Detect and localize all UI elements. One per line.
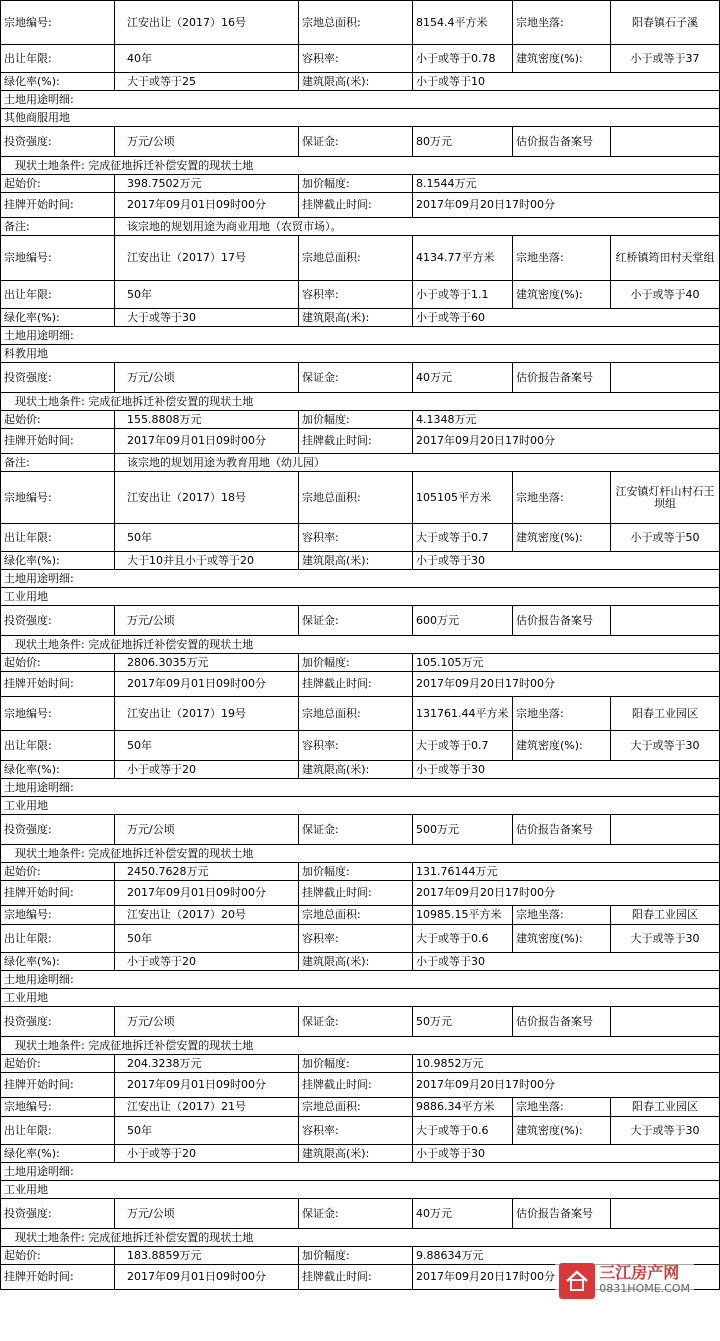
- open-time: 2017年09月01日09时00分: [114, 429, 298, 453]
- increment-label: 加价幅度:: [298, 654, 412, 671]
- code-label: 宗地编号:: [0, 236, 114, 280]
- start-price: 204.3238万元: [114, 1055, 298, 1072]
- height-label: 建筑限高(米):: [298, 953, 412, 970]
- appraisal-label: 估价报告备案号: [512, 1199, 610, 1228]
- row-use: [0, 1181, 720, 1199]
- parcel-code: 江安出让（2017）19号: [114, 697, 298, 730]
- invest-label: 投资强度:: [0, 606, 114, 635]
- start-price: 183.8859万元: [114, 1247, 298, 1264]
- row-use-detail: [0, 570, 720, 588]
- density-label: 建筑密度(%):: [512, 524, 610, 551]
- height-label: 建筑限高(米):: [298, 552, 412, 569]
- row-use: [0, 109, 720, 127]
- far-label: 容积率:: [298, 1117, 412, 1144]
- location-label: 宗地坐落:: [512, 1098, 610, 1116]
- row-invest: [0, 815, 720, 845]
- green-ratio: 小于或等于20: [114, 761, 298, 778]
- land-condition: 现状土地条件: 完成征地拆迁补偿安置的现状土地: [0, 1037, 720, 1054]
- building-density: 小于或等于37: [610, 45, 720, 72]
- use-detail-label: 土地用途明细:: [0, 971, 720, 988]
- close-time-label: 挂牌截止时间:: [298, 1073, 412, 1097]
- land-condition: 现状土地条件: 完成征地拆迁补偿安置的现状土地: [0, 157, 720, 174]
- parcel-area: 131761.44平方米: [412, 697, 512, 730]
- row-times: [0, 1073, 720, 1098]
- appraisal-number: [610, 1199, 720, 1228]
- area-label: 宗地总面积:: [298, 906, 412, 924]
- invest-label: 投资强度:: [0, 127, 114, 156]
- close-time-label: 挂牌截止时间:: [298, 429, 412, 453]
- parcel-location: 阳春镇石子溪: [610, 1, 720, 44]
- height-limit: 小于或等于30: [412, 1145, 720, 1162]
- close-time: 2017年09月20日17时00分: [412, 1265, 720, 1289]
- term-label: 出让年限:: [0, 925, 114, 952]
- area-label: 宗地总面积:: [298, 1, 412, 44]
- close-time-label: 挂牌截止时间:: [298, 672, 412, 696]
- building-density: 大于或等于30: [610, 731, 720, 760]
- row-condition: [0, 636, 720, 654]
- deposit-label: 保证金:: [298, 127, 412, 156]
- row-use: [0, 797, 720, 815]
- row-use: [0, 588, 720, 606]
- row-times: [0, 881, 720, 906]
- start-price-label: 起始价:: [0, 654, 114, 671]
- remark-text: 该宗地的规划用途为商业用地（农贸市场）。: [114, 218, 720, 235]
- height-label: 建筑限高(米):: [298, 73, 412, 90]
- lease-term: 40年: [114, 45, 298, 72]
- row-condition: [0, 1229, 720, 1247]
- row-price: [0, 1055, 720, 1073]
- start-price-label: 起始价:: [0, 411, 114, 428]
- bid-increment: 4.1348万元: [412, 411, 720, 428]
- lease-term: 50年: [114, 731, 298, 760]
- far-label: 容积率:: [298, 45, 412, 72]
- row-times: [0, 193, 720, 218]
- open-time-label: 挂牌开始时间:: [0, 1073, 114, 1097]
- open-time-label: 挂牌开始时间:: [0, 429, 114, 453]
- close-time: 2017年09月20日17时00分: [412, 672, 720, 696]
- parcel-code: 江安出让（2017）17号: [114, 236, 298, 280]
- increment-label: 加价幅度:: [298, 1247, 412, 1264]
- row-use-detail: [0, 971, 720, 989]
- lease-term: 50年: [114, 1117, 298, 1144]
- row-term: [0, 1117, 720, 1145]
- parcel-area: 8154.4平方米: [412, 1, 512, 44]
- area-label: 宗地总面积:: [298, 1098, 412, 1116]
- height-label: 建筑限高(米):: [298, 309, 412, 326]
- invest-label: 投资强度:: [0, 1199, 114, 1228]
- green-ratio: 大于或等于30: [114, 309, 298, 326]
- term-label: 出让年限:: [0, 281, 114, 308]
- appraisal-label: 估价报告备案号: [512, 815, 610, 844]
- deposit-value: 50万元: [412, 1007, 512, 1036]
- parcel-area: 10985.15平方米: [412, 906, 512, 924]
- appraisal-number: [610, 363, 720, 392]
- appraisal-label: 估价报告备案号: [512, 363, 610, 392]
- start-price-label: 起始价:: [0, 1247, 114, 1264]
- height-limit: 小于或等于30: [412, 552, 720, 569]
- land-use: 科教用地: [0, 345, 720, 362]
- close-time: 2017年09月20日17时00分: [412, 1073, 720, 1097]
- density-label: 建筑密度(%):: [512, 45, 610, 72]
- lease-term: 50年: [114, 524, 298, 551]
- floor-area-ratio: 小于或等于1.1: [412, 281, 512, 308]
- floor-area-ratio: 大于或等于0.6: [412, 925, 512, 952]
- code-label: 宗地编号:: [0, 472, 114, 523]
- density-label: 建筑密度(%):: [512, 1117, 610, 1144]
- row-use-detail: [0, 779, 720, 797]
- row-parcel-code: [0, 0, 720, 45]
- open-time: 2017年09月01日09时00分: [114, 193, 298, 217]
- start-price: 2806.3035万元: [114, 654, 298, 671]
- land-use: 工业用地: [0, 989, 720, 1006]
- parcel-location: 江安镇灯杆山村石王坝组: [610, 472, 720, 523]
- watermark-name: 三江房产网: [599, 1263, 680, 1282]
- close-time: 2017年09月20日17时00分: [412, 429, 720, 453]
- open-time: 2017年09月01日09时00分: [114, 672, 298, 696]
- location-label: 宗地坐落:: [512, 472, 610, 523]
- term-label: 出让年限:: [0, 524, 114, 551]
- land-use: 工业用地: [0, 797, 720, 814]
- code-label: 宗地编号:: [0, 697, 114, 730]
- watermark-url: 0831HOME.COM: [599, 1282, 690, 1295]
- start-price: 155.8808万元: [114, 411, 298, 428]
- code-label: 宗地编号:: [0, 906, 114, 924]
- bid-increment: 9.88634万元: [412, 1247, 720, 1264]
- open-time-label: 挂牌开始时间:: [0, 1265, 114, 1289]
- use-detail-label: 土地用途明细:: [0, 327, 720, 344]
- parcel-location: 阳春工业园区: [610, 697, 720, 730]
- invest-intensity: 万元/公顷: [114, 606, 298, 635]
- floor-area-ratio: 大于或等于0.7: [412, 524, 512, 551]
- row-green: [0, 1145, 720, 1163]
- row-use: [0, 345, 720, 363]
- appraisal-number: [610, 606, 720, 635]
- use-detail-label: 土地用途明细:: [0, 570, 720, 587]
- row-green: [0, 953, 720, 971]
- row-use: [0, 989, 720, 1007]
- term-label: 出让年限:: [0, 731, 114, 760]
- parcel-area: 105105平方米: [412, 472, 512, 523]
- floor-area-ratio: 大于或等于0.6: [412, 1117, 512, 1144]
- land-condition: 现状土地条件: 完成征地拆迁补偿安置的现状土地: [0, 1229, 720, 1246]
- green-label: 绿化率(%):: [0, 761, 114, 778]
- row-use-detail: [0, 91, 720, 109]
- area-label: 宗地总面积:: [298, 697, 412, 730]
- open-time-label: 挂牌开始时间:: [0, 193, 114, 217]
- height-limit: 小于或等于30: [412, 953, 720, 970]
- row-times: [0, 429, 720, 454]
- term-label: 出让年限:: [0, 45, 114, 72]
- close-time: 2017年09月20日17时00分: [412, 881, 720, 905]
- location-label: 宗地坐落:: [512, 906, 610, 924]
- height-limit: 小于或等于60: [412, 309, 720, 326]
- height-limit: 小于或等于30: [412, 761, 720, 778]
- close-time-label: 挂牌截止时间:: [298, 881, 412, 905]
- open-time-label: 挂牌开始时间:: [0, 881, 114, 905]
- appraisal-number: [610, 815, 720, 844]
- far-label: 容积率:: [298, 524, 412, 551]
- location-label: 宗地坐落:: [512, 1, 610, 44]
- row-parcel-code: [0, 236, 720, 281]
- appraisal-label: 估价报告备案号: [512, 606, 610, 635]
- row-condition: [0, 1037, 720, 1055]
- open-time: 2017年09月01日09时00分: [114, 1265, 298, 1289]
- deposit-value: 600万元: [412, 606, 512, 635]
- parcel-code: 江安出让（2017）20号: [114, 906, 298, 924]
- row-invest: [0, 1007, 720, 1037]
- row-term: [0, 281, 720, 309]
- row-invest: [0, 363, 720, 393]
- row-term: [0, 731, 720, 761]
- row-condition: [0, 393, 720, 411]
- deposit-value: 80万元: [412, 127, 512, 156]
- invest-intensity: 万元/公顷: [114, 127, 298, 156]
- deposit-value: 40万元: [412, 1199, 512, 1228]
- building-density: 大于或等于30: [610, 1117, 720, 1144]
- open-time: 2017年09月01日09时00分: [114, 881, 298, 905]
- row-invest: [0, 127, 720, 157]
- row-price: [0, 654, 720, 672]
- bid-increment: 105.105万元: [412, 654, 720, 671]
- land-use: 其他商服用地: [0, 109, 720, 126]
- height-label: 建筑限高(米):: [298, 1145, 412, 1162]
- close-time-label: 挂牌截止时间:: [298, 1265, 412, 1289]
- green-label: 绿化率(%):: [0, 309, 114, 326]
- green-ratio: 大于或等于25: [114, 73, 298, 90]
- remark-label: 备注:: [0, 454, 114, 471]
- use-detail-label: 土地用途明细:: [0, 91, 720, 108]
- deposit-label: 保证金:: [298, 363, 412, 392]
- parcel-code: 江安出让（2017）21号: [114, 1098, 298, 1116]
- close-time: 2017年09月20日17时00分: [412, 193, 720, 217]
- row-parcel-code: [0, 1098, 720, 1117]
- density-label: 建筑密度(%):: [512, 281, 610, 308]
- parcel-area: 4134.77平方米: [412, 236, 512, 280]
- term-label: 出让年限:: [0, 1117, 114, 1144]
- invest-label: 投资强度:: [0, 1007, 114, 1036]
- code-label: 宗地编号:: [0, 1, 114, 44]
- row-invest: [0, 1199, 720, 1229]
- invest-label: 投资强度:: [0, 363, 114, 392]
- start-price: 2450.7628万元: [114, 863, 298, 880]
- invest-label: 投资强度:: [0, 815, 114, 844]
- density-label: 建筑密度(%):: [512, 731, 610, 760]
- invest-intensity: 万元/公顷: [114, 363, 298, 392]
- land-condition: 现状土地条件: 完成征地拆迁补偿安置的现状土地: [0, 845, 720, 862]
- building-density: 小于或等于40: [610, 281, 720, 308]
- lease-term: 50年: [114, 925, 298, 952]
- land-use: 工业用地: [0, 588, 720, 605]
- open-time: 2017年09月01日09时00分: [114, 1073, 298, 1097]
- building-density: 小于或等于50: [610, 524, 720, 551]
- parcel-code: 江安出让（2017）18号: [114, 472, 298, 523]
- invest-intensity: 万元/公顷: [114, 1007, 298, 1036]
- height-label: 建筑限高(米):: [298, 761, 412, 778]
- land-use: 工业用地: [0, 1181, 720, 1198]
- green-label: 绿化率(%):: [0, 1145, 114, 1162]
- row-term: [0, 925, 720, 953]
- row-term: [0, 524, 720, 552]
- row-green: [0, 552, 720, 570]
- row-parcel-code: [0, 472, 720, 524]
- row-price: [0, 411, 720, 429]
- green-label: 绿化率(%):: [0, 552, 114, 569]
- remark-label: 备注:: [0, 218, 114, 235]
- invest-intensity: 万元/公顷: [114, 1199, 298, 1228]
- close-time-label: 挂牌截止时间:: [298, 193, 412, 217]
- row-remark: [0, 218, 720, 236]
- use-detail-label: 土地用途明细:: [0, 1163, 720, 1180]
- deposit-value: 500万元: [412, 815, 512, 844]
- deposit-label: 保证金:: [298, 815, 412, 844]
- far-label: 容积率:: [298, 925, 412, 952]
- density-label: 建筑密度(%):: [512, 925, 610, 952]
- deposit-label: 保证金:: [298, 606, 412, 635]
- row-invest: [0, 606, 720, 636]
- green-label: 绿化率(%):: [0, 73, 114, 90]
- parcel-area: 9886.34平方米: [412, 1098, 512, 1116]
- start-price: 398.7502万元: [114, 175, 298, 192]
- area-label: 宗地总面积:: [298, 236, 412, 280]
- appraisal-number: [610, 1007, 720, 1036]
- watermark: [555, 1261, 694, 1301]
- green-ratio: 小于或等于20: [114, 1145, 298, 1162]
- row-condition: [0, 845, 720, 863]
- row-price: [0, 175, 720, 193]
- row-condition: [0, 157, 720, 175]
- row-term: [0, 45, 720, 73]
- location-label: 宗地坐落:: [512, 697, 610, 730]
- row-use-detail: [0, 1163, 720, 1181]
- parcel-location: 阳春工业园区: [610, 906, 720, 924]
- land-condition: 现状土地条件: 完成征地拆迁补偿安置的现状土地: [0, 636, 720, 653]
- start-price-label: 起始价:: [0, 1055, 114, 1072]
- area-label: 宗地总面积:: [298, 472, 412, 523]
- row-remark: [0, 454, 720, 472]
- parcel-code: 江安出让（2017）16号: [114, 1, 298, 44]
- use-detail-label: 土地用途明细:: [0, 779, 720, 796]
- floor-area-ratio: 小于或等于0.78: [412, 45, 512, 72]
- row-use-detail: [0, 327, 720, 345]
- open-time-label: 挂牌开始时间:: [0, 672, 114, 696]
- green-ratio: 大于10并且小于或等于20: [114, 552, 298, 569]
- floor-area-ratio: 大于或等于0.7: [412, 731, 512, 760]
- invest-intensity: 万元/公顷: [114, 815, 298, 844]
- row-times: [0, 672, 720, 697]
- building-density: 大于或等于30: [610, 925, 720, 952]
- row-green: [0, 73, 720, 91]
- appraisal-label: 估价报告备案号: [512, 1007, 610, 1036]
- appraisal-label: 估价报告备案号: [512, 127, 610, 156]
- green-label: 绿化率(%):: [0, 953, 114, 970]
- row-green: [0, 309, 720, 327]
- start-price-label: 起始价:: [0, 175, 114, 192]
- parcel-location: 阳春工业园区: [610, 1098, 720, 1116]
- green-ratio: 小于或等于20: [114, 953, 298, 970]
- row-green: [0, 761, 720, 779]
- far-label: 容积率:: [298, 281, 412, 308]
- far-label: 容积率:: [298, 731, 412, 760]
- start-price-label: 起始价:: [0, 863, 114, 880]
- row-price: [0, 863, 720, 881]
- house-logo-icon: [559, 1263, 595, 1299]
- deposit-label: 保证金:: [298, 1007, 412, 1036]
- bid-increment: 8.1544万元: [412, 175, 720, 192]
- location-label: 宗地坐落:: [512, 236, 610, 280]
- height-limit: 小于或等于10: [412, 73, 720, 90]
- deposit-label: 保证金:: [298, 1199, 412, 1228]
- appraisal-number: [610, 127, 720, 156]
- bid-increment: 10.9852万元: [412, 1055, 720, 1072]
- increment-label: 加价幅度:: [298, 175, 412, 192]
- land-condition: 现状土地条件: 完成征地拆迁补偿安置的现状土地: [0, 393, 720, 410]
- bid-increment: 131.76144万元: [412, 863, 720, 880]
- increment-label: 加价幅度:: [298, 1055, 412, 1072]
- remark-text: 该宗地的规划用途为教育用地（幼儿园）: [114, 454, 720, 471]
- deposit-value: 40万元: [412, 363, 512, 392]
- parcel-location: 红桥镇筠田村天堂组: [610, 236, 720, 280]
- lease-term: 50年: [114, 281, 298, 308]
- increment-label: 加价幅度:: [298, 411, 412, 428]
- row-parcel-code: [0, 906, 720, 925]
- row-parcel-code: [0, 697, 720, 731]
- increment-label: 加价幅度:: [298, 863, 412, 880]
- code-label: 宗地编号:: [0, 1098, 114, 1116]
